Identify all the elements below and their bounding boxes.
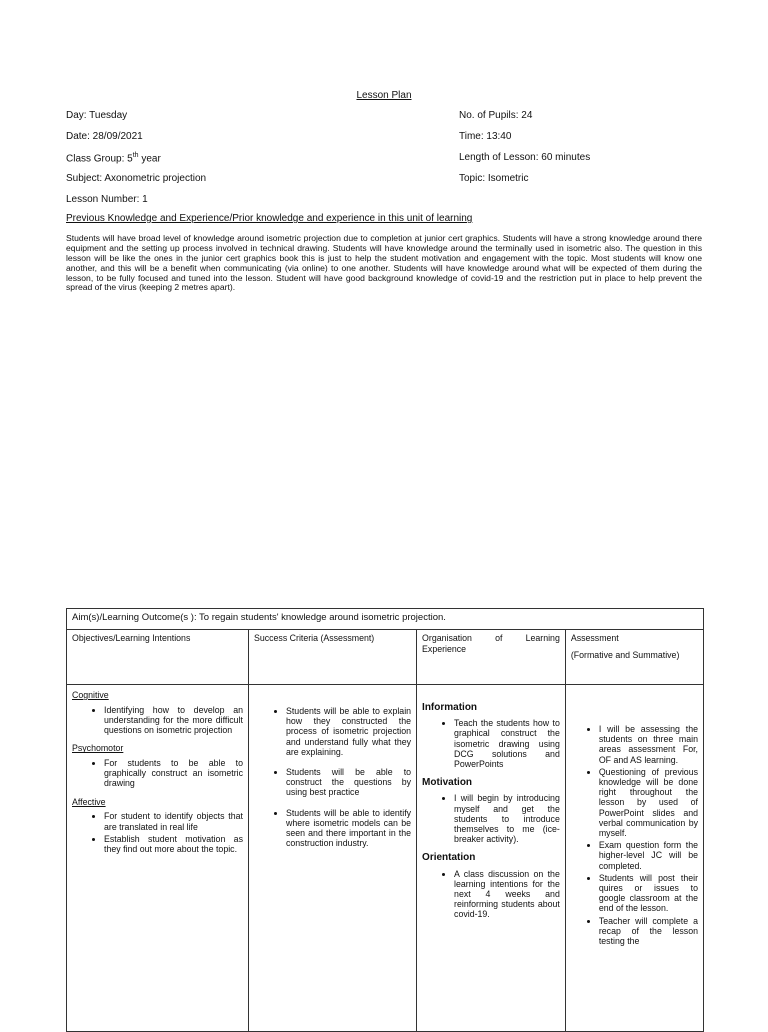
- motivation-label: Motivation: [422, 777, 473, 789]
- list-item: • Exam question form the higher-level JC will be completed.: [599, 840, 698, 871]
- list-item: • Students will be able to identify where isometric models can be seen and there important in the construction industry.: [286, 808, 411, 849]
- list-item: • I will begin by introducing myself and get the students to introduce themselves to me (ice-breaker activity).: [454, 793, 560, 844]
- list-item: • Students will be able to explain how they constructed the process of isometric projection and understand fully what they are explaining.: [286, 706, 411, 757]
- list-item: • Teach the students how to graphical construct the isometric drawing using DCG solutions and PowerPoints: [454, 718, 560, 769]
- list-item: • For students to be able to graphically construct an isometric drawing: [104, 758, 243, 789]
- information-list: [422, 718, 560, 769]
- class-group-suffix: year: [138, 153, 161, 165]
- aim-cell: Aim(s)/Learning Outcome(s ): To regain students' knowledge around isometric projection.: [67, 609, 704, 630]
- list-item: • Students will post their quires or issues to google classroom at the end of the lesson.: [599, 873, 698, 914]
- date-field: Date: 28/09/2021: [66, 131, 143, 142]
- list-item: • Identifying how to develop an understanding for the more difficult questions on isometric projection: [104, 705, 243, 736]
- class-group-field: [66, 152, 161, 166]
- cognitive-label: Cognitive: [72, 690, 109, 700]
- motivation-list: [422, 793, 560, 844]
- class-group-prefix: Class Group: 5: [66, 153, 133, 165]
- psychomotor-list: [72, 758, 243, 789]
- success-list: [254, 706, 411, 848]
- pupils-field: No. of Pupils: 24: [459, 110, 533, 121]
- topic-field: Topic: Isometric: [459, 173, 529, 184]
- header-organisation: Organisation of Learning Experience: [417, 630, 566, 685]
- objectives-cell: [67, 685, 249, 1032]
- header-success: Success Criteria (Assessment): [248, 630, 416, 685]
- list-item: • Teacher will complete a recap of the lesson testing the: [599, 916, 698, 947]
- list-item: • Students will be able to construct the questions by using best practice: [286, 767, 411, 798]
- list-item: • Establish student motivation as they find out more about the topic.: [104, 834, 243, 854]
- list-item: • I will be assessing the students on three main areas assessment For, OF and AS learning.: [599, 724, 698, 765]
- affective-list: [72, 811, 243, 854]
- header-assessment-sub: (Formative and Summative): [570, 649, 680, 660]
- affective-label: Affective: [72, 796, 106, 807]
- orientation-label: Orientation: [422, 852, 476, 864]
- assessment-list: [571, 724, 698, 946]
- information-label: Information: [422, 702, 478, 713]
- class-group-sup: th: [132, 152, 139, 159]
- lesson-plan-table: [66, 608, 704, 1032]
- lesson-number-field: Lesson Number: 1: [66, 194, 148, 205]
- success-cell: [248, 685, 416, 1032]
- cognitive-list: [72, 705, 243, 736]
- psychomotor-label: Psychomotor: [72, 743, 124, 754]
- day-field: Day: Tuesday: [66, 110, 128, 121]
- header-objectives: Objectives/Learning Intentions: [67, 630, 249, 685]
- header-assessment-label: Assessment: [570, 633, 619, 643]
- assessment-cell: [565, 685, 703, 1032]
- page-title: Lesson Plan: [356, 90, 412, 101]
- time-field: Time: 13:40: [459, 131, 512, 142]
- orientation-list: [422, 869, 560, 920]
- organisation-cell: [417, 685, 566, 1032]
- subject-field: Subject: Axonometric projection: [66, 173, 207, 184]
- length-field: Length of Lesson: 60 minutes: [459, 152, 591, 163]
- list-item: • For student to identify objects that are translated in real life: [104, 811, 243, 831]
- prior-knowledge-paragraph: Students will have broad level of knowledge around isometric projection due to completion at junior cert graphics. Students will have a strong knowledge around there equipment and the setting up process involved in technical drawing. Students will have knowledge around the terminally used in isometric also. The question in this lesson will be like the ones in the junior cert graphics book this is just to help the student motivation and engagement with the topic. Most students will know one another, and this will be a benefit when communicating (via online) to one another. Students will have knowledge around what will be expected of them during the lesson, to be fully focused and tuned into the lesson. Student will have good background knowledge of covid-19 and the restriction put in place to help prevent the spread of the virus (keeping 2 metres apart).: [66, 233, 702, 293]
- prior-knowledge-heading: Previous Knowledge and Experience/Prior knowledge and experience in this unit of learning: [66, 213, 473, 224]
- header-assessment: [565, 630, 703, 685]
- list-item: • Questioning of previous knowledge will be done right throughout the lesson by used of PowerPoint slides and verbal communication by myself.: [599, 767, 698, 838]
- list-item: • A class discussion on the learning intentions for the next 4 weeks and reinforming students about covid-19.: [454, 869, 560, 920]
